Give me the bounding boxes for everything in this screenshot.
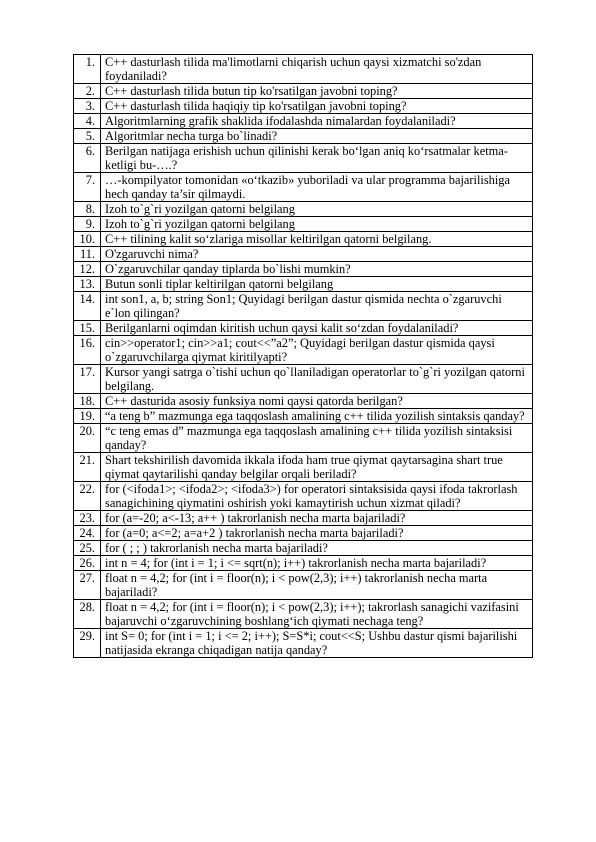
- question-text: float n = 4,2; for (int i = floor(n); i < pow(2,3); i++); takrorlash sanagichi vazifasini bajaruvchi o‘zgaruvchining boshlang‘ich qiymati nechaga teng?: [101, 600, 533, 629]
- question-number: 23.: [74, 511, 101, 526]
- question-text: Izoh to`g`ri yozilgan qatorni belgilang: [101, 202, 533, 217]
- question-row: [74, 556, 533, 571]
- question-number: 8.: [74, 202, 101, 217]
- question-number: 20.: [74, 424, 101, 453]
- question-text: Berilgan natijaga erishish uchun qilinishi kerak bo‘lgan aniq ko‘rsatmalar ketma-ketligi bu-….?: [101, 144, 533, 173]
- question-row: [74, 217, 533, 232]
- question-text: …-kompilyator tomonidan «o‘tkazib» yuboriladi va ular programma bajarilishiga hech qanday ta’sir qilmaydi.: [101, 173, 533, 202]
- question-row: [74, 247, 533, 262]
- question-row: [74, 600, 533, 629]
- question-text: Berilganlarni oqimdan kiritish uchun qaysi kalit so‘zdan foydalaniladi?: [101, 321, 533, 336]
- question-number: 6.: [74, 144, 101, 173]
- question-text: C++ dasturlash tilida ma'limotlarni chiqarish uchun qaysi xizmatchi so'zdan foydaniladi?: [101, 55, 533, 84]
- question-row: [74, 277, 533, 292]
- question-text: Shart tekshirilish davomida ikkala ifoda ham true qiymat qaytarsagina shart true qiymat qaytarilishi qanday belgilar orqali beriladi?: [101, 453, 533, 482]
- question-number: 15.: [74, 321, 101, 336]
- question-text: for ( ; ; ) takrorlanish necha marta bajariladi?: [101, 541, 533, 556]
- question-row: [74, 202, 533, 217]
- question-row: [74, 365, 533, 394]
- question-row: [74, 424, 533, 453]
- question-row: [74, 571, 533, 600]
- question-number: 4.: [74, 114, 101, 129]
- question-row: [74, 262, 533, 277]
- question-text: for (a=0; a<=2; a=a+2 ) takrorlanish necha marta bajariladi?: [101, 526, 533, 541]
- question-number: 17.: [74, 365, 101, 394]
- question-number: 28.: [74, 600, 101, 629]
- question-row: [74, 232, 533, 247]
- question-number: 19.: [74, 409, 101, 424]
- question-text: int S= 0; for (int i = 1; i <= 2; i++); S=S*i; cout<<S; Ushbu dastur qismi bajarilishi natijasida ekranga chiqadigan natija qanday?: [101, 629, 533, 658]
- question-row: [74, 321, 533, 336]
- question-number: 27.: [74, 571, 101, 600]
- question-text: for (<ifoda1>; <ifoda2>; <ifoda3>) for operatori sintaksisida qaysi ifoda takrorlash sanagichining qiymatini oshirish yoki kamaytirish uchun xizmat qiladi?: [101, 482, 533, 511]
- question-row: [74, 629, 533, 658]
- question-text: Butun sonli tiplar keltirilgan qatorni belgilang: [101, 277, 533, 292]
- question-number: 26.: [74, 556, 101, 571]
- question-text: “c teng emas d” mazmunga ega taqqoslash amalining c++ tilida yozilish sintaksisi qanday?: [101, 424, 533, 453]
- question-text: for (a=-20; a<-13; a++ ) takrorlanish necha marta bajariladi?: [101, 511, 533, 526]
- question-number: 1.: [74, 55, 101, 84]
- question-row: [74, 541, 533, 556]
- question-row: [74, 394, 533, 409]
- question-number: 22.: [74, 482, 101, 511]
- question-number: 16.: [74, 336, 101, 365]
- question-row: [74, 144, 533, 173]
- question-text: float n = 4,2; for (int i = floor(n); i < pow(2,3); i++) takrorlanish necha marta bajariladi?: [101, 571, 533, 600]
- question-text: O'zgaruvchi nima?: [101, 247, 533, 262]
- question-row: [74, 453, 533, 482]
- question-text: C++ dasturlash tilida haqiqiy tip ko'rsatilgan javobni toping?: [101, 99, 533, 114]
- question-row: [74, 55, 533, 84]
- question-number: 21.: [74, 453, 101, 482]
- question-text: int son1, a, b; string Son1; Quyidagi berilgan dastur qismida nechta o`zgaruvchi e`lon qilingan?: [101, 292, 533, 321]
- question-row: [74, 292, 533, 321]
- question-number: 25.: [74, 541, 101, 556]
- question-number: 10.: [74, 232, 101, 247]
- question-number: 24.: [74, 526, 101, 541]
- question-row: [74, 84, 533, 99]
- question-row: [74, 173, 533, 202]
- question-number: 11.: [74, 247, 101, 262]
- question-row: [74, 482, 533, 511]
- question-text: Izoh to`g`ri yozilgan qatorni belgilang: [101, 217, 533, 232]
- question-number: 29.: [74, 629, 101, 658]
- question-text: C++ tilining kalit so‘zlariga misollar keltirilgan qatorni belgilang.: [101, 232, 533, 247]
- questions-table-body: [74, 55, 533, 658]
- question-text: Kursor yangi satrga o`tishi uchun qo`llaniladigan operatorlar to`g`ri yozilgan qatorni belgilang.: [101, 365, 533, 394]
- question-row: [74, 99, 533, 114]
- question-number: 7.: [74, 173, 101, 202]
- question-text: “a teng b” mazmunga ega taqqoslash amalining c++ tilida yozilish sintaksis qanday?: [101, 409, 533, 424]
- question-text: int n = 4; for (int i = 1; i <= sqrt(n); i++) takrorlanish necha marta bajariladi?: [101, 556, 533, 571]
- question-text: Algoritmlar necha turga bo`linadi?: [101, 129, 533, 144]
- question-number: 5.: [74, 129, 101, 144]
- question-row: [74, 336, 533, 365]
- question-row: [74, 511, 533, 526]
- question-number: 13.: [74, 277, 101, 292]
- question-text: C++ dasturida asosiy funksiya nomi qaysi qatorda berilgan?: [101, 394, 533, 409]
- question-row: [74, 409, 533, 424]
- question-number: 9.: [74, 217, 101, 232]
- question-row: [74, 129, 533, 144]
- question-row: [74, 114, 533, 129]
- question-text: Algoritmlarning grafik shaklida ifodalashda nimalardan foydalaniladi?: [101, 114, 533, 129]
- question-row: [74, 526, 533, 541]
- question-number: 18.: [74, 394, 101, 409]
- question-number: 14.: [74, 292, 101, 321]
- questions-table: [73, 54, 533, 658]
- question-number: 3.: [74, 99, 101, 114]
- question-number: 2.: [74, 84, 101, 99]
- question-text: O`zgaruvchilar qanday tiplarda bo`lishi mumkin?: [101, 262, 533, 277]
- question-text: C++ dasturlash tilida butun tip ko'rsatilgan javobni toping?: [101, 84, 533, 99]
- question-number: 12.: [74, 262, 101, 277]
- question-text: cin>>operator1; cin>>a1; cout<<”a2”; Quyidagi berilgan dastur qismida qaysi o`zgaruvchilarga qiymat kiritilyapti?: [101, 336, 533, 365]
